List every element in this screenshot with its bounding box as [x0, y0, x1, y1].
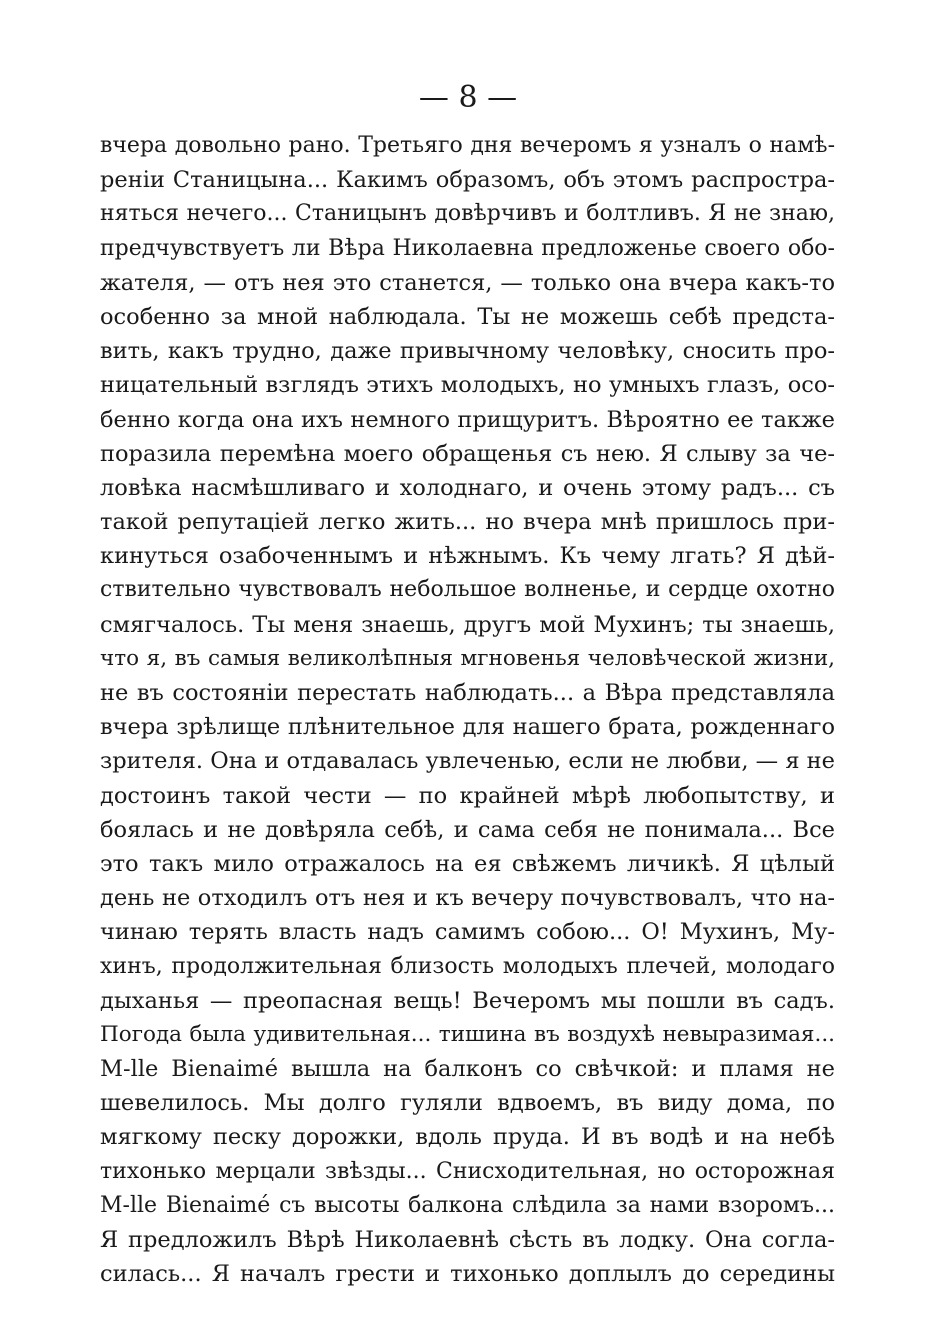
text-line: шевелилось. Мы долго гуляли вдвоемъ, въ виду дома, по [100, 1090, 835, 1117]
text-line: ствительно чувствовалъ небольшое волненье, и сердце охотно [100, 577, 835, 603]
text-line: особенно за мной наблюдала. Ты не можешь себѣ предста- [100, 303, 835, 330]
text-line: боялась и не довѣряла себѣ, и сама себя не понимала... Все [100, 816, 835, 843]
text-line: M-lle Bienaimé вышла на балконъ со свѣчкой: и пламя не [100, 1056, 835, 1083]
text-line: хинъ, продолжительная близость молодыхъ плечей, молодаго [100, 953, 835, 979]
text-line: кинуться озабоченнымъ и нѣжнымъ. Къ чему лгать? Я дѣй- [100, 543, 835, 570]
text-line: M-lle Bienaimé съ высоты балкона слѣдила за нами взоромъ... [100, 1192, 835, 1218]
text-line: что я, въ самыя великолѣпныя мгновенья человѣческой жизни, [100, 645, 835, 671]
text-line: чинаю терять власть надъ самимъ собою... О! Мухинъ, Му- [100, 919, 835, 946]
text-line: зрителя. Она и отдавалась увлеченью, если не любви, — я не [100, 748, 835, 775]
text-line: поразила перемѣна моего обращенья съ нею. Я слыву за че- [100, 440, 835, 467]
text-line: бенно когда она ихъ немного прищуритъ. Вѣроятно ее также [100, 406, 835, 433]
text-line: вчера довольно рано. Третьяго дня вечеромъ я узналъ о намѣ- [100, 133, 835, 158]
text-line: мягкому песку дорожки, вдоль пруда. И въ водѣ и на небѣ [100, 1124, 835, 1151]
text-line: смягчалось. Ты меня знаешь, другъ мой Мухинъ; ты знаешь, [100, 611, 835, 638]
text-line: достоинъ такой чести — по крайней мѣрѣ любопытству, и [100, 782, 835, 809]
text-line: Я предложилъ Вѣрѣ Николаевнѣ сѣсть въ лодку. Она согла- [100, 1227, 835, 1253]
page-number: — 8 — [418, 80, 518, 115]
text-line: день не отходилъ отъ нея и къ вечеру почувствовалъ, что на- [100, 885, 835, 912]
text-line: силась... Я началъ грести и тихонько доплылъ до середины [100, 1261, 835, 1288]
text-line: реніи Станицына... Какимъ образомъ, объ этомъ распростра- [100, 167, 835, 194]
text-line: вить, какъ трудно, даже привычному человѣку, сносить про- [100, 338, 835, 365]
text-line: такой репутаціей легко жить... но вчера мнѣ пришлось при- [100, 509, 835, 536]
text-line: предчувствуетъ ли Вѣра Николаевна предложенье своего обо- [100, 235, 835, 261]
text-line: няться нечего... Станицынъ довѣрчивъ и болтливъ. Я не знаю, [100, 201, 835, 227]
text-line: ницательный взглядъ этихъ молодыхъ, но умныхъ глазъ, осо- [100, 372, 835, 399]
text-line: это такъ мило отражалось на ея свѣжемъ личикѣ. Я цѣлый [100, 850, 835, 877]
text-line: тихонько мерцали звѣзды... Снисходительная, но осторожная [100, 1158, 835, 1184]
text-line: жателя, — отъ нея это станется, — только она вчера какъ-то [100, 269, 835, 296]
text-line: ловѣка насмѣшливаго и холоднаго, и очень этому радъ... съ [100, 474, 835, 501]
text-line: не въ состояніи перестать наблюдать... а Вѣра представляла [100, 680, 835, 706]
text-line: вчера зрѣлище плѣнительное для нашего брата, рожденнаго [100, 714, 835, 741]
body-text [100, 129, 835, 1291]
text-line: Погода была удивительная... тишина въ воздухѣ невыразимая... [100, 1021, 835, 1047]
text-line: дыханья — преопасная вещь! Вечеромъ мы пошли въ садъ. [100, 987, 835, 1014]
